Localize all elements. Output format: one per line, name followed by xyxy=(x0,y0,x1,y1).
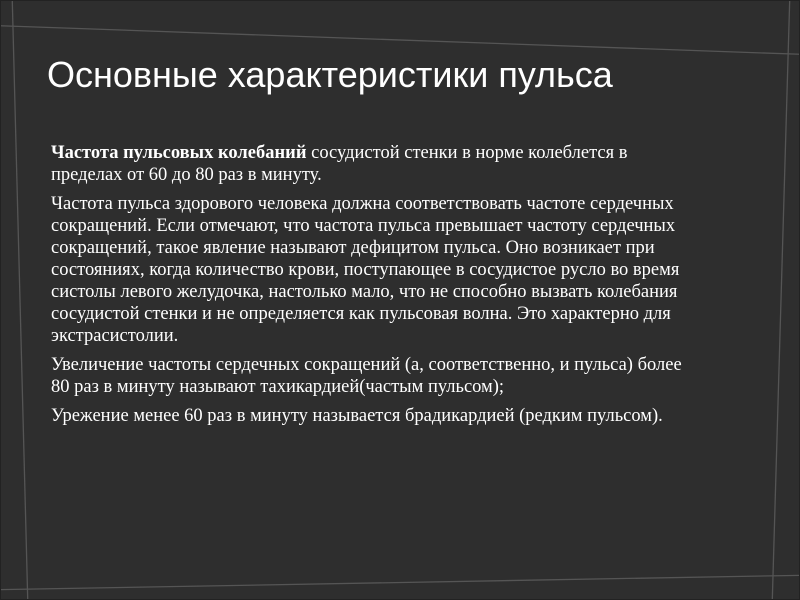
slide-body xyxy=(51,142,703,434)
paragraph-text: сосудистой стенки в норме колеблется в пределах от 60 до 80 раз в минуту. xyxy=(51,143,628,185)
paragraph-text: Частота пульса здорового человека должна соответствовать частоте сердечных сокращений. Если отмечают, что частота пульса превышает частоту сердечных сокращений, такое явление называют дефицитом пульса. Оно возникает при состояниях, когда количество крови, поступающее в сосудистое русло во время систолы левого желудочка, настолько мало, что не способно вызвать колебания сосудистой стенки и не определяется как пульсовая волна. Это характерно для экстрасистолии. xyxy=(51,194,680,346)
paragraph-text: Урежение менее 60 раз в минуту называется брадикардией (редким пульсом). xyxy=(51,406,663,426)
paragraph-bradycardia xyxy=(51,405,703,427)
paragraph-tachycardia xyxy=(51,354,703,398)
paragraph-pulse-deficit xyxy=(51,193,703,347)
slide-title: Основные характеристики пульса xyxy=(47,54,613,95)
paragraph-pulse-rate xyxy=(51,142,703,186)
paragraph-text: Увеличение частоты сердечных сокращений (а, соответственно, и пульса) более 80 раз в минуту называют тахикардией(частым пульсом); xyxy=(51,355,682,397)
bold-term: Частота пульсовых колебаний xyxy=(51,143,307,163)
